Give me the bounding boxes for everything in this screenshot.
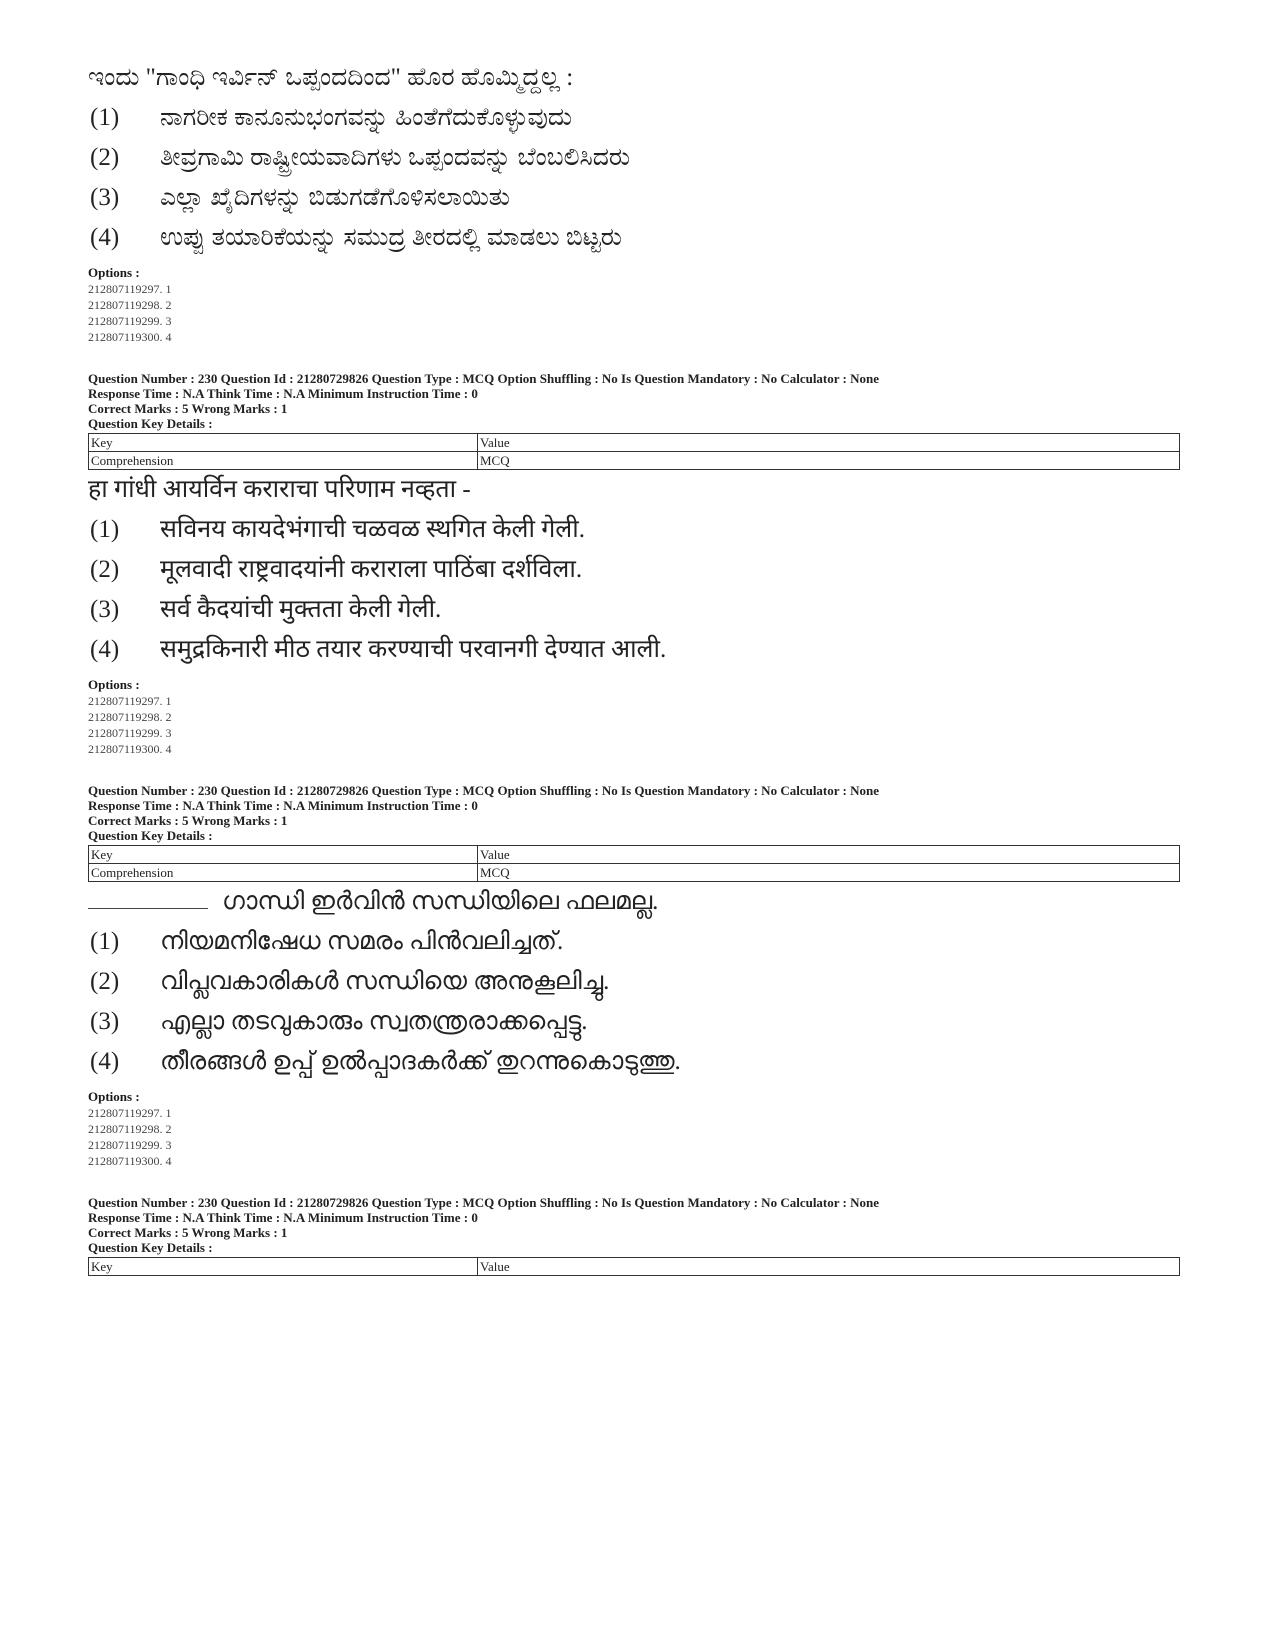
fill-in-blank: [88, 908, 208, 909]
table-cell: Value: [478, 1258, 1180, 1276]
option-id: 212807119300. 4: [88, 742, 172, 756]
option-number: (2): [90, 968, 120, 995]
answer-option: [88, 98, 1180, 138]
option-number: (1): [90, 928, 120, 955]
table-row: [89, 864, 1180, 882]
table-row: [89, 434, 1180, 452]
option-text: നിയമനിഷേധ സമരം പിൻവലിച്ചത്.: [160, 928, 564, 955]
question-meta: Question Key Details :: [88, 1240, 213, 1255]
question-meta: Question Key Details :: [88, 828, 213, 843]
table-row: [89, 1258, 1180, 1276]
table-row: [89, 452, 1180, 470]
option-id: 212807119297. 1: [88, 282, 172, 296]
table-cell: Value: [478, 846, 1180, 864]
option-text: सविनय कायदेभंगाची चळवळ स्थगित केली गेली.: [160, 516, 585, 543]
key-details-table: [88, 1257, 1180, 1276]
key-details-table: [88, 433, 1180, 470]
question-malayalam: [88, 783, 1180, 1169]
option-number: (3): [90, 1008, 120, 1035]
answer-option: [88, 218, 1180, 258]
answer-option: [88, 590, 1180, 630]
option-number: (4): [90, 636, 120, 663]
table-cell: MCQ: [478, 864, 1180, 882]
option-id: 212807119299. 3: [88, 314, 172, 328]
table-cell: MCQ: [478, 452, 1180, 470]
question-stem: ഗാന്ധി ഇർവിൻ സന്ധിയിലെ ഫലമല്ല.: [222, 888, 659, 915]
option-text: मूलवादी राष्ट्रवादयांनी कराराला पाठिंबा दर्शविला.: [160, 556, 583, 583]
answer-option: [88, 178, 1180, 218]
options-label: Options :: [88, 265, 140, 280]
question-meta: Question Number : 230 Question Id : 21280729826 Question Type : MCQ Option Shuffling : No Is Question Mandatory : No Calculator : None: [88, 371, 880, 386]
question-marathi: [88, 371, 1180, 757]
question-stem-row: [88, 882, 1180, 922]
answer-option: [88, 630, 1180, 670]
option-id: 212807119298. 2: [88, 710, 172, 724]
question-meta: Correct Marks : 5 Wrong Marks : 1: [88, 813, 288, 828]
key-details-table: [88, 845, 1180, 882]
option-id: 212807119298. 2: [88, 1122, 172, 1136]
answer-option: [88, 1042, 1180, 1082]
option-number: (2): [90, 144, 120, 171]
table-cell: Comprehension: [89, 864, 478, 882]
table-row: [89, 846, 1180, 864]
table-cell: Value: [478, 434, 1180, 452]
question-meta: Question Number : 230 Question Id : 21280729826 Question Type : MCQ Option Shuffling : No Is Question Mandatory : No Calculator : None: [88, 783, 880, 798]
option-text: सर्व कैदयांची मुक्तता केली गेली.: [160, 596, 442, 623]
option-id: 212807119299. 3: [88, 726, 172, 740]
options-label: Options :: [88, 677, 140, 692]
option-number: (3): [90, 184, 120, 211]
option-text: ಉಪ್ಪು ತಯಾರಿಕೆಯನ್ನು ಸಮುದ್ರ ತೀರದಲ್ಲಿ ಮಾಡಲು ಬಿಟ್ಟರು: [160, 224, 622, 251]
option-text: തീരങ്ങൾ ഉപ്പ് ഉൽപ്പാദകർക്ക് തുറന്നുകൊടുത്തു.: [160, 1048, 681, 1075]
question-stem: ಇಂದು "ಗಾಂಧಿ ಇರ್ವಿನ್ ಒಪ್ಪಂದದಿಂದ" ಹೊರ ಹೊಮ್ಮಿದ್ದಲ್ಲ :: [88, 64, 574, 91]
option-id: 212807119300. 4: [88, 1154, 172, 1168]
answer-option: [88, 510, 1180, 550]
option-text: വിപ്ലവകാരികൾ സന്ധിയെ അനുകൂലിച്ചു.: [160, 968, 610, 995]
question-next: [88, 1195, 1180, 1276]
document-page: [88, 58, 1180, 1276]
option-id: 212807119300. 4: [88, 330, 172, 344]
answer-option: [88, 138, 1180, 178]
question-meta: Response Time : N.A Think Time : N.A Minimum Instruction Time : 0: [88, 386, 478, 401]
option-text: समुद्रकिनारी मीठ तयार करण्याची परवानगी देण्यात आली.: [160, 636, 667, 663]
option-id: 212807119297. 1: [88, 1106, 172, 1120]
answer-option: [88, 922, 1180, 962]
table-cell: Key: [89, 846, 478, 864]
question-meta: Correct Marks : 5 Wrong Marks : 1: [88, 401, 288, 416]
answer-option: [88, 962, 1180, 1002]
question-meta: Correct Marks : 5 Wrong Marks : 1: [88, 1225, 288, 1240]
option-id: 212807119299. 3: [88, 1138, 172, 1152]
option-id: 212807119298. 2: [88, 298, 172, 312]
question-meta: Response Time : N.A Think Time : N.A Minimum Instruction Time : 0: [88, 798, 478, 813]
answer-option: [88, 1002, 1180, 1042]
question-kannada: [88, 58, 1180, 345]
option-number: (3): [90, 596, 120, 623]
table-cell: Key: [89, 1258, 478, 1276]
table-cell: Key: [89, 434, 478, 452]
option-text: ಎಲ್ಲಾ ಖೈದಿಗಳನ್ನು ಬಿಡುಗಡೆಗೊಳಿಸಲಾಯಿತು: [160, 184, 511, 211]
option-number: (4): [90, 224, 120, 251]
option-text: ತೀವ್ರಗಾಮಿ ರಾಷ್ಟ್ರೀಯವಾದಿಗಳು ಒಪ್ಪಂದವನ್ನು ಬೆಂಬಲಿಸಿದರು: [160, 144, 631, 171]
option-id: 212807119297. 1: [88, 694, 172, 708]
options-label: Options :: [88, 1089, 140, 1104]
table-cell: Comprehension: [89, 452, 478, 470]
option-text: ನಾಗರೀಕ ಕಾನೂನುಭಂಗವನ್ನು ಹಿಂತೆಗೆದುಕೊಳ್ಳುವುದು: [160, 104, 573, 131]
option-text: എല്ലാ തടവുകാരും സ്വതന്ത്രരാക്കപ്പെട്ടു.: [160, 1008, 588, 1035]
question-meta: Response Time : N.A Think Time : N.A Minimum Instruction Time : 0: [88, 1210, 478, 1225]
option-number: (1): [90, 516, 120, 543]
question-meta: Question Number : 230 Question Id : 21280729826 Question Type : MCQ Option Shuffling : No Is Question Mandatory : No Calculator : None: [88, 1195, 880, 1210]
option-number: (1): [90, 104, 120, 131]
question-meta: Question Key Details :: [88, 416, 213, 431]
option-number: (4): [90, 1048, 120, 1075]
option-number: (2): [90, 556, 120, 583]
question-stem: हा गांधी आयर्विन कराराचा परिणाम नव्हता -: [88, 476, 471, 503]
answer-option: [88, 550, 1180, 590]
